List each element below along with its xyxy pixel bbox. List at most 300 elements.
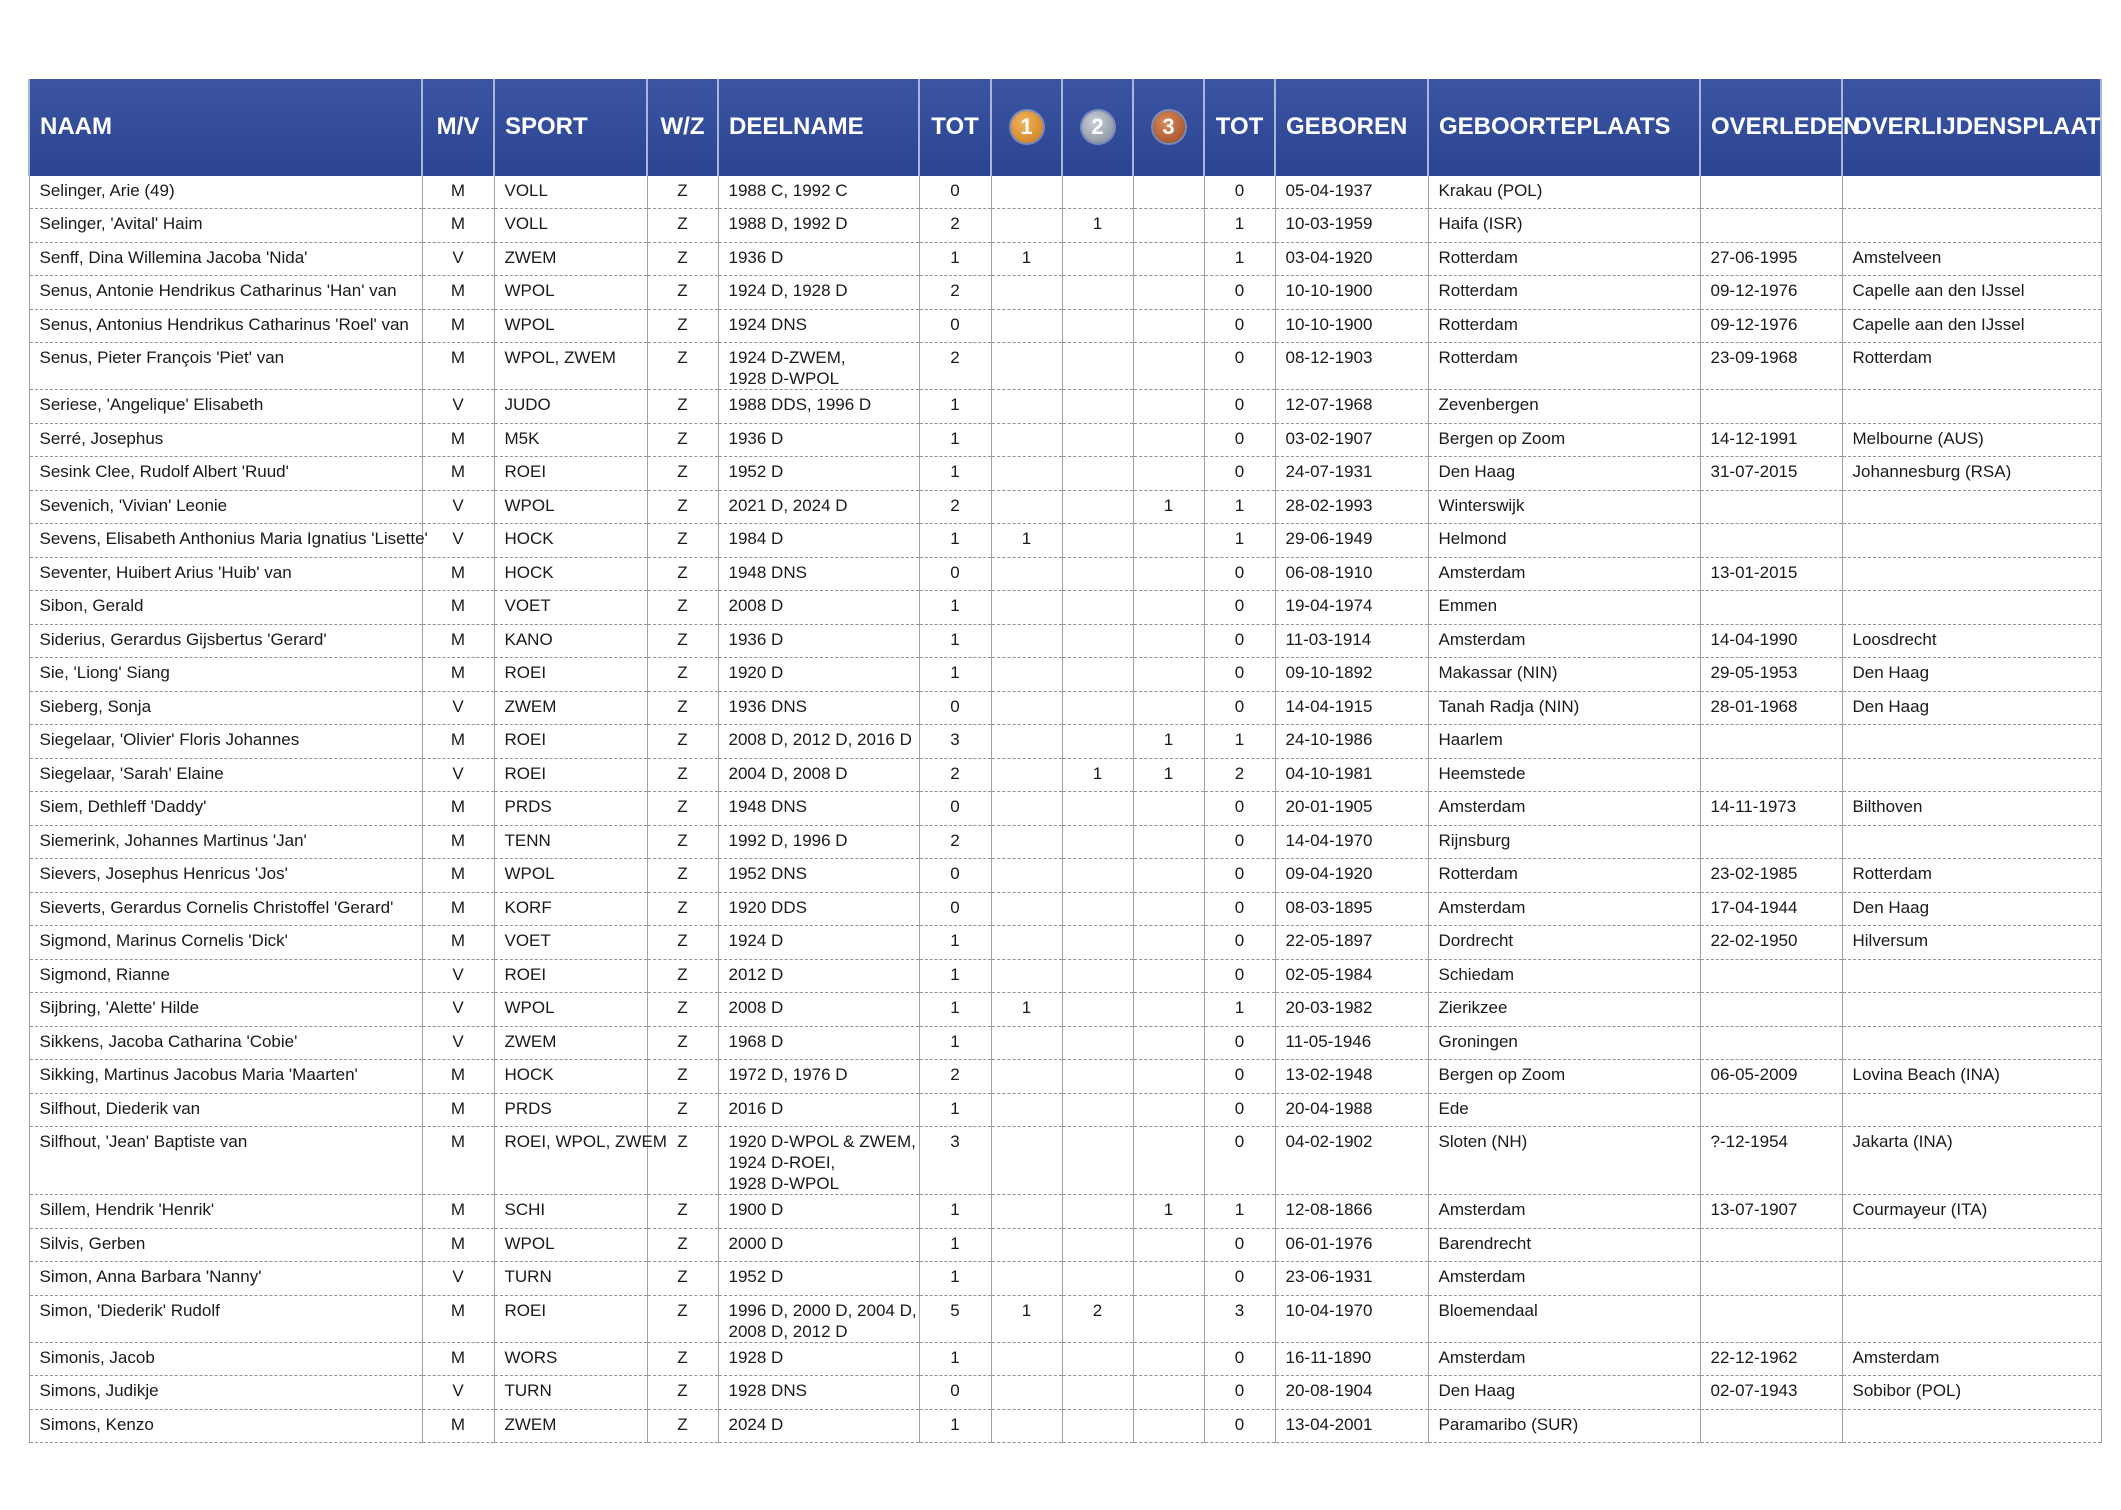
cell-geboren: 13-04-2001 — [1275, 1409, 1428, 1443]
table-row — [29, 457, 2101, 491]
table-row — [29, 993, 2101, 1027]
cell-gold — [991, 658, 1062, 692]
cell-overleden: 14-11-1973 — [1700, 792, 1842, 826]
table-row — [29, 557, 2101, 591]
cell-silver — [1062, 1228, 1133, 1262]
cell-naam: Sieberg, Sonja — [29, 691, 422, 725]
cell-overleden: ?-12-1954 — [1700, 1127, 1842, 1195]
col-header-overleden: OVERLEDEN — [1700, 79, 1842, 175]
cell-mv: M — [422, 825, 494, 859]
cell-naam: Sikkens, Jacoba Catharina 'Cobie' — [29, 1026, 422, 1060]
cell-overleden — [1700, 1228, 1842, 1262]
cell-deelname: 2000 D — [718, 1228, 919, 1262]
cell-sport: WORS — [494, 1342, 647, 1376]
cell-overleden — [1700, 993, 1842, 1027]
cell-mv: M — [422, 725, 494, 759]
cell-deelname: 2012 D — [718, 959, 919, 993]
cell-overlijdensplaats: Hilversum — [1842, 926, 2101, 960]
cell-silver — [1062, 1127, 1133, 1195]
cell-geboorteplaats: Amsterdam — [1428, 624, 1700, 658]
cell-deelname: 1920 D — [718, 658, 919, 692]
cell-medal-tot: 0 — [1204, 1342, 1275, 1376]
cell-wz: Z — [647, 691, 718, 725]
cell-wz: Z — [647, 557, 718, 591]
cell-gold — [991, 423, 1062, 457]
cell-overleden: 23-02-1985 — [1700, 859, 1842, 893]
cell-deelname: 1996 D, 2000 D, 2004 D, 2008 D, 2012 D — [718, 1295, 919, 1342]
cell-mv: M — [422, 859, 494, 893]
cell-deelname: 1952 D — [718, 1262, 919, 1296]
cell-wz: Z — [647, 390, 718, 424]
cell-gold — [991, 309, 1062, 343]
cell-geboorteplaats: Winterswijk — [1428, 490, 1700, 524]
cell-overleden — [1700, 825, 1842, 859]
cell-gold — [991, 758, 1062, 792]
cell-sport: TURN — [494, 1262, 647, 1296]
cell-gold — [991, 457, 1062, 491]
cell-tot: 0 — [919, 309, 991, 343]
cell-overleden — [1700, 209, 1842, 243]
cell-medal-tot: 0 — [1204, 859, 1275, 893]
cell-medal-tot: 0 — [1204, 557, 1275, 591]
cell-geboren: 20-04-1988 — [1275, 1093, 1428, 1127]
cell-tot: 1 — [919, 624, 991, 658]
cell-wz: Z — [647, 792, 718, 826]
table-row — [29, 725, 2101, 759]
cell-sport: HOCK — [494, 557, 647, 591]
cell-gold — [991, 175, 1062, 209]
cell-silver — [1062, 1195, 1133, 1229]
cell-medal-tot: 0 — [1204, 423, 1275, 457]
cell-silver — [1062, 276, 1133, 310]
table-row — [29, 175, 2101, 209]
cell-tot: 1 — [919, 457, 991, 491]
cell-overlijdensplaats: Rotterdam — [1842, 859, 2101, 893]
cell-naam: Silfhout, Diederik van — [29, 1093, 422, 1127]
cell-medal-tot: 1 — [1204, 524, 1275, 558]
cell-overlijdensplaats: Amstelveen — [1842, 242, 2101, 276]
cell-sport: KANO — [494, 624, 647, 658]
cell-mv: M — [422, 309, 494, 343]
cell-silver — [1062, 343, 1133, 390]
cell-gold — [991, 490, 1062, 524]
cell-wz: Z — [647, 1060, 718, 1094]
cell-silver — [1062, 959, 1133, 993]
cell-mv: V — [422, 691, 494, 725]
cell-naam: Simonis, Jacob — [29, 1342, 422, 1376]
cell-tot: 0 — [919, 691, 991, 725]
cell-geboorteplaats: Rotterdam — [1428, 343, 1700, 390]
table-row — [29, 343, 2101, 390]
cell-medal-tot: 0 — [1204, 1409, 1275, 1443]
cell-naam: Selinger, 'Avital' Haim — [29, 209, 422, 243]
cell-geboorteplaats: Rijnsburg — [1428, 825, 1700, 859]
cell-naam: Sie, 'Liong' Siang — [29, 658, 422, 692]
cell-geboren: 14-04-1970 — [1275, 825, 1428, 859]
cell-silver — [1062, 1376, 1133, 1410]
cell-wz: Z — [647, 624, 718, 658]
cell-naam: Siem, Dethleff 'Daddy' — [29, 792, 422, 826]
cell-mv: V — [422, 390, 494, 424]
cell-naam: Sibon, Gerald — [29, 591, 422, 625]
cell-sport: WPOL — [494, 276, 647, 310]
cell-deelname: 2004 D, 2008 D — [718, 758, 919, 792]
cell-overleden: 29-05-1953 — [1700, 658, 1842, 692]
cell-overleden: 09-12-1976 — [1700, 309, 1842, 343]
cell-gold — [991, 591, 1062, 625]
cell-wz: Z — [647, 1376, 718, 1410]
cell-tot: 2 — [919, 343, 991, 390]
cell-tot: 1 — [919, 926, 991, 960]
cell-geboorteplaats: Paramaribo (SUR) — [1428, 1409, 1700, 1443]
cell-sport: ROEI, WPOL, ZWEM — [494, 1127, 647, 1195]
cell-bronze — [1133, 1295, 1204, 1342]
cell-gold: 1 — [991, 242, 1062, 276]
cell-overlijdensplaats — [1842, 725, 2101, 759]
cell-deelname: 1900 D — [718, 1195, 919, 1229]
cell-naam: Senus, Antonius Hendrikus Catharinus 'Roel' van — [29, 309, 422, 343]
cell-overlijdensplaats: Den Haag — [1842, 691, 2101, 725]
cell-overlijdensplaats — [1842, 1026, 2101, 1060]
cell-silver — [1062, 309, 1133, 343]
cell-silver — [1062, 1262, 1133, 1296]
cell-mv: M — [422, 1295, 494, 1342]
cell-naam: Sillem, Hendrik 'Henrik' — [29, 1195, 422, 1229]
cell-silver — [1062, 1060, 1133, 1094]
cell-overlijdensplaats: Rotterdam — [1842, 343, 2101, 390]
cell-mv: V — [422, 1026, 494, 1060]
cell-geboren: 20-03-1982 — [1275, 993, 1428, 1027]
cell-gold — [991, 209, 1062, 243]
cell-silver — [1062, 1342, 1133, 1376]
cell-medal-tot: 0 — [1204, 1228, 1275, 1262]
cell-bronze — [1133, 1376, 1204, 1410]
cell-geboorteplaats: Makassar (NIN) — [1428, 658, 1700, 692]
cell-mv: M — [422, 926, 494, 960]
cell-mv: M — [422, 343, 494, 390]
cell-wz: Z — [647, 175, 718, 209]
cell-overleden: 14-12-1991 — [1700, 423, 1842, 457]
col-header-naam: NAAM — [29, 79, 422, 175]
cell-mv: M — [422, 1093, 494, 1127]
cell-geboren: 10-10-1900 — [1275, 309, 1428, 343]
cell-deelname: 1924 D, 1928 D — [718, 276, 919, 310]
cell-medal-tot: 1 — [1204, 242, 1275, 276]
cell-overleden: 22-02-1950 — [1700, 926, 1842, 960]
cell-silver — [1062, 175, 1133, 209]
cell-tot: 0 — [919, 1376, 991, 1410]
cell-tot: 1 — [919, 1026, 991, 1060]
cell-sport: ZWEM — [494, 1026, 647, 1060]
table-row — [29, 892, 2101, 926]
cell-gold — [991, 557, 1062, 591]
cell-tot: 1 — [919, 524, 991, 558]
cell-silver — [1062, 490, 1133, 524]
cell-geboorteplaats: Sloten (NH) — [1428, 1127, 1700, 1195]
cell-overlijdensplaats: Den Haag — [1842, 658, 2101, 692]
cell-medal-tot: 1 — [1204, 725, 1275, 759]
cell-naam: Sikking, Martinus Jacobus Maria 'Maarten' — [29, 1060, 422, 1094]
cell-naam: Selinger, Arie (49) — [29, 175, 422, 209]
cell-deelname: 1988 C, 1992 C — [718, 175, 919, 209]
cell-medal-tot: 0 — [1204, 792, 1275, 826]
table-row — [29, 1376, 2101, 1410]
cell-geboren: 05-04-1937 — [1275, 175, 1428, 209]
cell-deelname: 2008 D, 2012 D, 2016 D — [718, 725, 919, 759]
table-row — [29, 1026, 2101, 1060]
cell-geboorteplaats: Rotterdam — [1428, 242, 1700, 276]
cell-overleden — [1700, 175, 1842, 209]
cell-silver — [1062, 423, 1133, 457]
cell-tot: 0 — [919, 557, 991, 591]
table-row — [29, 792, 2101, 826]
cell-mv: M — [422, 1060, 494, 1094]
cell-mv: V — [422, 758, 494, 792]
cell-medal-tot: 0 — [1204, 825, 1275, 859]
cell-sport: HOCK — [494, 1060, 647, 1094]
cell-naam: Sesink Clee, Rudolf Albert 'Ruud' — [29, 457, 422, 491]
table-row — [29, 1127, 2101, 1195]
cell-deelname: 2021 D, 2024 D — [718, 490, 919, 524]
cell-deelname: 1928 DNS — [718, 1376, 919, 1410]
cell-overlijdensplaats — [1842, 1228, 2101, 1262]
cell-tot: 0 — [919, 175, 991, 209]
cell-silver — [1062, 457, 1133, 491]
cell-sport: JUDO — [494, 390, 647, 424]
cell-wz: Z — [647, 1228, 718, 1262]
cell-overleden — [1700, 490, 1842, 524]
cell-overlijdensplaats: Capelle aan den IJssel — [1842, 309, 2101, 343]
cell-geboren: 03-04-1920 — [1275, 242, 1428, 276]
cell-wz: Z — [647, 1409, 718, 1443]
cell-sport: HOCK — [494, 524, 647, 558]
cell-overleden: 28-01-1968 — [1700, 691, 1842, 725]
cell-gold — [991, 792, 1062, 826]
cell-geboorteplaats: Barendrecht — [1428, 1228, 1700, 1262]
cell-bronze — [1133, 1262, 1204, 1296]
cell-gold — [991, 1262, 1062, 1296]
cell-overleden — [1700, 390, 1842, 424]
cell-bronze — [1133, 1060, 1204, 1094]
cell-bronze — [1133, 792, 1204, 826]
cell-geboorteplaats: Krakau (POL) — [1428, 175, 1700, 209]
cell-sport: ROEI — [494, 457, 647, 491]
cell-medal-tot: 0 — [1204, 343, 1275, 390]
gold-medal-icon: 1 — [1011, 111, 1043, 143]
cell-mv: M — [422, 209, 494, 243]
cell-tot: 1 — [919, 1342, 991, 1376]
cell-geboorteplaats: Helmond — [1428, 524, 1700, 558]
cell-geboorteplaats: Bloemendaal — [1428, 1295, 1700, 1342]
cell-bronze — [1133, 993, 1204, 1027]
cell-silver — [1062, 591, 1133, 625]
table-row — [29, 209, 2101, 243]
table-row — [29, 1342, 2101, 1376]
cell-tot: 5 — [919, 1295, 991, 1342]
cell-overleden: 22-12-1962 — [1700, 1342, 1842, 1376]
cell-gold — [991, 1127, 1062, 1195]
cell-geboorteplaats: Groningen — [1428, 1026, 1700, 1060]
cell-mv: M — [422, 1195, 494, 1229]
table-row — [29, 691, 2101, 725]
cell-overleden — [1700, 725, 1842, 759]
cell-medal-tot: 0 — [1204, 926, 1275, 960]
cell-sport: ZWEM — [494, 1409, 647, 1443]
cell-bronze — [1133, 1026, 1204, 1060]
cell-overleden: 23-09-1968 — [1700, 343, 1842, 390]
table-row — [29, 1409, 2101, 1443]
cell-deelname: 1936 D — [718, 423, 919, 457]
cell-naam: Seventer, Huibert Arius 'Huib' van — [29, 557, 422, 591]
cell-geboren: 10-04-1970 — [1275, 1295, 1428, 1342]
col-header-medal-tot: TOT — [1204, 79, 1275, 175]
cell-gold — [991, 1060, 1062, 1094]
cell-tot: 2 — [919, 490, 991, 524]
cell-naam: Siemerink, Johannes Martinus 'Jan' — [29, 825, 422, 859]
cell-mv: M — [422, 1409, 494, 1443]
col-header-geboorteplaats: GEBOORTEPLAATS — [1428, 79, 1700, 175]
table-body — [29, 175, 2101, 1443]
cell-overleden: 09-12-1976 — [1700, 276, 1842, 310]
cell-mv: M — [422, 591, 494, 625]
table-row — [29, 1195, 2101, 1229]
cell-bronze — [1133, 825, 1204, 859]
cell-sport: WPOL, ZWEM — [494, 343, 647, 390]
cell-mv: M — [422, 276, 494, 310]
cell-gold — [991, 1093, 1062, 1127]
cell-geboren: 22-05-1897 — [1275, 926, 1428, 960]
cell-wz: Z — [647, 1262, 718, 1296]
cell-bronze — [1133, 591, 1204, 625]
cell-overlijdensplaats — [1842, 524, 2101, 558]
cell-bronze — [1133, 624, 1204, 658]
cell-geboorteplaats: Schiedam — [1428, 959, 1700, 993]
cell-silver — [1062, 658, 1133, 692]
col-header-overlijdensplaats: OVERLIJDENSPLAATS — [1842, 79, 2101, 175]
cell-overlijdensplaats — [1842, 959, 2101, 993]
cell-wz: Z — [647, 242, 718, 276]
cell-deelname: 2008 D — [718, 993, 919, 1027]
table-row — [29, 1295, 2101, 1342]
cell-geboren: 09-10-1892 — [1275, 658, 1428, 692]
cell-geboren: 19-04-1974 — [1275, 591, 1428, 625]
cell-sport: ROEI — [494, 1295, 647, 1342]
cell-naam: Sieverts, Gerardus Cornelis Christoffel 'Gerard' — [29, 892, 422, 926]
cell-geboren: 08-12-1903 — [1275, 343, 1428, 390]
cell-mv: V — [422, 1376, 494, 1410]
cell-sport: ROEI — [494, 658, 647, 692]
cell-tot: 1 — [919, 390, 991, 424]
table-row — [29, 242, 2101, 276]
cell-geboren: 20-01-1905 — [1275, 792, 1428, 826]
cell-naam: Senus, Pieter François 'Piet' van — [29, 343, 422, 390]
cell-sport: PRDS — [494, 1093, 647, 1127]
cell-sport: WPOL — [494, 859, 647, 893]
cell-geboorteplaats: Zierikzee — [1428, 993, 1700, 1027]
cell-overleden — [1700, 1093, 1842, 1127]
cell-wz: Z — [647, 1195, 718, 1229]
cell-bronze — [1133, 276, 1204, 310]
cell-wz: Z — [647, 591, 718, 625]
cell-naam: Sijbring, 'Alette' Hilde — [29, 993, 422, 1027]
cell-gold — [991, 1228, 1062, 1262]
cell-geboren: 06-01-1976 — [1275, 1228, 1428, 1262]
cell-wz: Z — [647, 276, 718, 310]
cell-tot: 0 — [919, 792, 991, 826]
cell-sport: TURN — [494, 1376, 647, 1410]
cell-overlijdensplaats — [1842, 209, 2101, 243]
cell-naam: Simons, Judikje — [29, 1376, 422, 1410]
cell-wz: Z — [647, 1093, 718, 1127]
cell-deelname: 1988 DDS, 1996 D — [718, 390, 919, 424]
table-row — [29, 490, 2101, 524]
cell-silver — [1062, 725, 1133, 759]
cell-wz: Z — [647, 423, 718, 457]
cell-naam: Simons, Kenzo — [29, 1409, 422, 1443]
cell-naam: Sevenich, 'Vivian' Leonie — [29, 490, 422, 524]
cell-medal-tot: 1 — [1204, 209, 1275, 243]
cell-tot: 3 — [919, 725, 991, 759]
cell-tot: 2 — [919, 276, 991, 310]
cell-tot: 2 — [919, 758, 991, 792]
cell-geboren: 02-05-1984 — [1275, 959, 1428, 993]
cell-medal-tot: 0 — [1204, 1060, 1275, 1094]
cell-gold — [991, 1342, 1062, 1376]
cell-mv: M — [422, 892, 494, 926]
cell-wz: Z — [647, 725, 718, 759]
cell-overleden: 06-05-2009 — [1700, 1060, 1842, 1094]
cell-silver: 2 — [1062, 1295, 1133, 1342]
cell-sport: M5K — [494, 423, 647, 457]
col-header-wz: W/Z — [647, 79, 718, 175]
table-row — [29, 309, 2101, 343]
cell-wz: Z — [647, 1295, 718, 1342]
col-header-gold — [991, 79, 1062, 175]
cell-bronze — [1133, 691, 1204, 725]
cell-overlijdensplaats — [1842, 591, 2101, 625]
cell-medal-tot: 0 — [1204, 457, 1275, 491]
cell-deelname: 1936 D — [718, 242, 919, 276]
cell-mv: V — [422, 242, 494, 276]
cell-geboren: 13-02-1948 — [1275, 1060, 1428, 1094]
cell-geboorteplaats: Tanah Radja (NIN) — [1428, 691, 1700, 725]
cell-silver — [1062, 1093, 1133, 1127]
cell-wz: Z — [647, 859, 718, 893]
col-header-bronze — [1133, 79, 1204, 175]
col-header-mv: M/V — [422, 79, 494, 175]
cell-bronze — [1133, 175, 1204, 209]
cell-medal-tot: 3 — [1204, 1295, 1275, 1342]
cell-wz: Z — [647, 343, 718, 390]
cell-geboorteplaats: Rotterdam — [1428, 276, 1700, 310]
cell-geboorteplaats: Zevenbergen — [1428, 390, 1700, 424]
cell-overlijdensplaats — [1842, 557, 2101, 591]
cell-tot: 1 — [919, 1262, 991, 1296]
cell-wz: Z — [647, 1342, 718, 1376]
cell-geboorteplaats: Amsterdam — [1428, 557, 1700, 591]
cell-wz: Z — [647, 926, 718, 960]
cell-geboren: 10-10-1900 — [1275, 276, 1428, 310]
cell-bronze: 1 — [1133, 758, 1204, 792]
cell-geboorteplaats: Amsterdam — [1428, 1342, 1700, 1376]
cell-wz: Z — [647, 658, 718, 692]
cell-geboren: 08-03-1895 — [1275, 892, 1428, 926]
cell-tot: 1 — [919, 423, 991, 457]
cell-medal-tot: 0 — [1204, 691, 1275, 725]
cell-bronze — [1133, 658, 1204, 692]
cell-geboren: 04-10-1981 — [1275, 758, 1428, 792]
cell-medal-tot: 2 — [1204, 758, 1275, 792]
